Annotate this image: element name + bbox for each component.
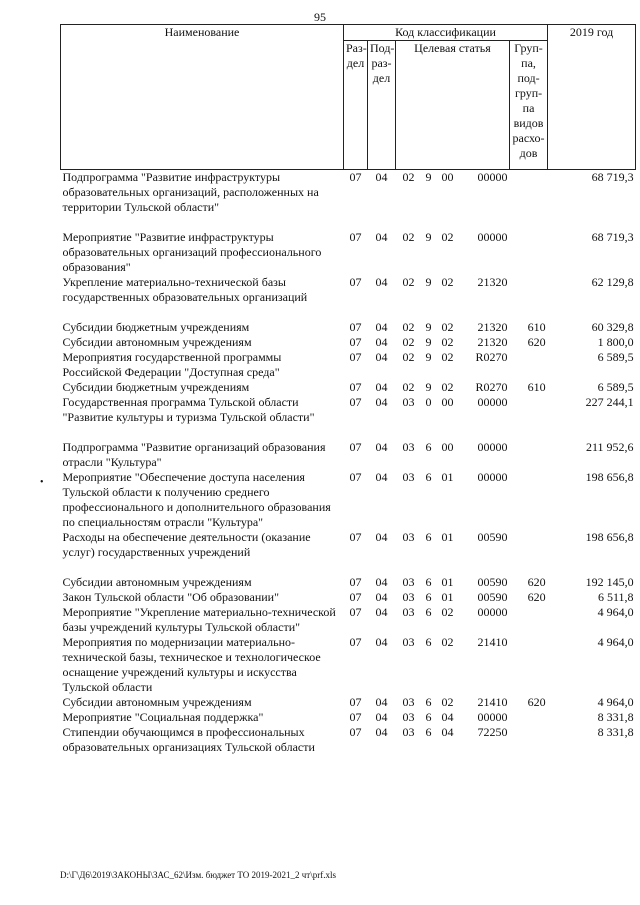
header-group: Груп- па, под- груп- па видов расхо- дов: [510, 41, 548, 170]
row-program: 03: [402, 395, 415, 409]
row-group: [510, 605, 548, 635]
row-event: 01: [441, 575, 454, 589]
row-amount: 8 331,8: [597, 725, 634, 739]
row-section: 07: [349, 695, 362, 709]
row-amount: 6 511,8: [598, 590, 634, 604]
row-program: 02: [402, 275, 415, 289]
row-name: Государственная программа Тульской области "Развитие культуры и туризма Тульской области": [62, 395, 315, 424]
row-subprogram: 9: [425, 380, 432, 394]
row-name: Мероприятие "Обеспечение доступа населения Тульской области к получению среднего профессионального и дополнительного образования по специальностям отрасли "Культура": [62, 470, 331, 529]
row-section: 07: [349, 590, 362, 604]
row-program: 03: [402, 635, 415, 649]
row-group: [510, 350, 548, 380]
row-group: [510, 470, 548, 530]
row-subprogram: 6: [425, 440, 432, 454]
row-section: 07: [349, 710, 362, 724]
row-amount: 198 656,8: [585, 470, 634, 484]
row-subprogram: 0: [425, 395, 432, 409]
row-name: Субсидии бюджетным учреждениям: [62, 320, 250, 334]
header-subsection: Под- раз- дел: [368, 41, 396, 170]
row-event: 02: [441, 695, 454, 709]
table-row: [61, 695, 636, 710]
row-direction: R0270: [475, 380, 508, 394]
row-direction: 21320: [477, 320, 508, 334]
row-program: 02: [402, 320, 415, 334]
row-subprogram: 6: [425, 530, 432, 544]
row-direction: 00590: [477, 590, 508, 604]
row-amount: 192 145,0: [585, 575, 634, 589]
table-row: [61, 230, 636, 275]
row-group: 620: [527, 695, 546, 709]
row-spacer-cell: [61, 425, 636, 440]
row-direction: 21320: [477, 275, 508, 289]
margin-bullet: •: [40, 477, 44, 488]
row-subsection: 04: [375, 275, 388, 289]
row-spacer-cell: [61, 305, 636, 320]
table-row: [61, 380, 636, 395]
row-subsection: 04: [375, 710, 388, 724]
row-amount: 4 964,0: [597, 605, 634, 619]
table-row: [61, 440, 636, 470]
row-event: 01: [441, 530, 454, 544]
header-code-group: Код классификации: [344, 25, 548, 41]
row-amount: 4 964,0: [597, 695, 634, 709]
row-group: [510, 635, 548, 695]
row-event: 02: [441, 635, 454, 649]
row-direction: 00000: [477, 470, 508, 484]
row-amount: 198 656,8: [585, 530, 634, 544]
row-amount: 68 719,3: [591, 230, 634, 244]
row-program: 03: [402, 440, 415, 454]
row-name: Закон Тульской области "Об образовании": [62, 590, 279, 604]
row-section: 07: [349, 605, 362, 619]
table-row: [61, 530, 636, 560]
row-name: Укрепление материально-технической базы государственных образовательных организаций: [62, 275, 308, 304]
row-section: 07: [349, 440, 362, 454]
row-subprogram: 6: [425, 695, 432, 709]
row-spacer-cell: [61, 215, 636, 230]
row-event: 00: [441, 440, 454, 454]
row-amount: 227 244,1: [585, 395, 634, 409]
row-program: 02: [402, 170, 415, 184]
row-group: 620: [527, 335, 546, 349]
row-section: 07: [349, 395, 362, 409]
row-program: 03: [402, 530, 415, 544]
row-direction: R0270: [475, 350, 508, 364]
row-name: Мероприятие "Социальная поддержка": [62, 710, 264, 724]
row-direction: 00000: [477, 710, 508, 724]
row-group: [510, 395, 548, 425]
row-subsection: 04: [375, 470, 388, 484]
row-section: 07: [349, 335, 362, 349]
table-row: [61, 710, 636, 725]
row-subprogram: 9: [425, 350, 432, 364]
row-direction: 21410: [477, 695, 508, 709]
header-target: Целевая статья: [396, 41, 510, 170]
row-name: Субсидии автономным учреждениям: [62, 335, 252, 349]
row-subprogram: 6: [425, 635, 432, 649]
row-subsection: 04: [375, 335, 388, 349]
row-section: 07: [349, 275, 362, 289]
table-row: [61, 605, 636, 635]
row-group: [510, 170, 548, 216]
row-group: [510, 440, 548, 470]
row-name: Подпрограмма "Развитие организаций образования отрасли "Культура": [62, 440, 326, 469]
row-subprogram: 6: [425, 605, 432, 619]
row-event: 02: [441, 230, 454, 244]
row-spacer: [61, 425, 636, 440]
row-event: 02: [441, 320, 454, 334]
row-event: 01: [441, 470, 454, 484]
row-subsection: 04: [375, 350, 388, 364]
table-row: [61, 320, 636, 335]
row-section: 07: [349, 635, 362, 649]
row-direction: 00000: [477, 395, 508, 409]
row-event: 02: [441, 350, 454, 364]
row-amount: 4 964,0: [597, 635, 634, 649]
row-subprogram: 9: [425, 335, 432, 349]
row-name: Субсидии автономным учреждениям: [62, 575, 252, 589]
row-event: 02: [441, 605, 454, 619]
row-section: 07: [349, 350, 362, 364]
row-event: 02: [441, 275, 454, 289]
row-section: 07: [349, 575, 362, 589]
row-program: 03: [402, 725, 415, 739]
row-direction: 00590: [477, 575, 508, 589]
row-group: 610: [527, 320, 546, 334]
row-subprogram: 6: [425, 470, 432, 484]
row-amount: 62 129,8: [591, 275, 634, 289]
row-direction: 21320: [477, 335, 508, 349]
row-subsection: 04: [375, 320, 388, 334]
row-amount: 6 589,5: [597, 380, 634, 394]
row-subprogram: 6: [425, 725, 432, 739]
row-spacer: [61, 215, 636, 230]
row-event: 02: [441, 335, 454, 349]
table-row: [61, 635, 636, 695]
row-event: 00: [441, 395, 454, 409]
budget-table: [60, 24, 636, 755]
row-program: 03: [402, 605, 415, 619]
row-direction: 72250: [477, 725, 508, 739]
page-number: 95: [314, 10, 326, 24]
row-subsection: 04: [375, 395, 388, 409]
row-amount: 68 719,3: [591, 170, 634, 184]
row-subsection: 04: [375, 575, 388, 589]
row-event: 00: [441, 170, 454, 184]
row-name: Мероприятия государственной программы Российской Федерации "Доступная среда": [62, 350, 282, 379]
row-subsection: 04: [375, 605, 388, 619]
row-name: Подпрограмма "Развитие инфраструктуры образовательных организаций, расположенных на территории Тульской области": [62, 170, 319, 214]
row-direction: 00000: [477, 230, 508, 244]
header-section: Раз- дел: [344, 41, 368, 170]
row-amount: 60 329,8: [591, 320, 634, 334]
row-section: 07: [349, 170, 362, 184]
table-row: [61, 395, 636, 425]
row-subprogram: 9: [425, 170, 432, 184]
row-section: 07: [349, 725, 362, 739]
row-subsection: 04: [375, 530, 388, 544]
row-section: 07: [349, 530, 362, 544]
row-group: [510, 710, 548, 725]
row-subprogram: 6: [425, 590, 432, 604]
file-path-footer: D:\Г\Д6\2019\ЗАКОНЫ\ЗАС_62\Изм. бюджет ТО 2019-2021_2 чт\prf.xls: [60, 870, 336, 880]
row-subprogram: 9: [425, 320, 432, 334]
row-program: 02: [402, 335, 415, 349]
row-group: 610: [527, 380, 546, 394]
table-row: [61, 170, 636, 216]
row-group: [510, 275, 548, 305]
row-spacer: [61, 305, 636, 320]
row-program: 02: [402, 230, 415, 244]
row-subsection: 04: [375, 230, 388, 244]
row-subsection: 04: [375, 380, 388, 394]
row-amount: 6 589,5: [597, 350, 634, 364]
row-event: 01: [441, 590, 454, 604]
table-body: [61, 170, 636, 756]
header-name: Наименование: [61, 25, 344, 170]
row-subsection: 04: [375, 440, 388, 454]
row-amount: 8 331,8: [597, 710, 634, 724]
row-direction: 21410: [477, 635, 508, 649]
row-event: 02: [441, 380, 454, 394]
row-spacer-cell: [61, 560, 636, 575]
row-subprogram: 6: [425, 710, 432, 724]
row-direction: 00000: [477, 440, 508, 454]
row-program: 03: [402, 710, 415, 724]
row-group: [510, 230, 548, 275]
row-subsection: 04: [375, 590, 388, 604]
row-group: 620: [527, 575, 546, 589]
table-row: [61, 275, 636, 305]
row-event: 04: [441, 710, 454, 724]
row-section: 07: [349, 380, 362, 394]
row-name: Субсидии автономным учреждениям: [62, 695, 252, 709]
row-section: 07: [349, 230, 362, 244]
row-section: 07: [349, 470, 362, 484]
row-program: 03: [402, 575, 415, 589]
row-name: Расходы на обеспечение деятельности (оказание услуг) государственных учреждений: [62, 530, 311, 559]
row-subsection: 04: [375, 170, 388, 184]
row-direction: 00000: [477, 605, 508, 619]
row-section: 07: [349, 320, 362, 334]
table-row: [61, 590, 636, 605]
row-group: [510, 725, 548, 755]
row-group: 620: [527, 590, 546, 604]
header-year: 2019 год: [548, 25, 636, 170]
table-row: [61, 575, 636, 590]
row-spacer: [61, 560, 636, 575]
row-name: Субсидии бюджетным учреждениям: [62, 380, 250, 394]
row-direction: 00590: [477, 530, 508, 544]
table-row: [61, 335, 636, 350]
row-group: [510, 530, 548, 560]
row-program: 03: [402, 590, 415, 604]
row-program: 02: [402, 350, 415, 364]
table-row: [61, 350, 636, 380]
row-event: 04: [441, 725, 454, 739]
row-subprogram: 9: [425, 275, 432, 289]
row-program: 03: [402, 695, 415, 709]
table-row: [61, 725, 636, 755]
table-row: [61, 470, 636, 530]
row-name: Мероприятие "Развитие инфраструктуры образовательных организаций профессионального образования": [62, 230, 322, 274]
row-subsection: 04: [375, 695, 388, 709]
row-name: Мероприятие "Укрепление материально-технической базы учреждений культуры Тульской области": [62, 605, 336, 634]
row-direction: 00000: [477, 170, 508, 184]
row-amount: 1 800,0: [597, 335, 634, 349]
row-subprogram: 6: [425, 575, 432, 589]
row-name: Мероприятия по модернизации материально-технической базы, техническое и технологическое оснащение учреждений культуры и искусства Тульской области: [62, 635, 321, 694]
row-program: 03: [402, 470, 415, 484]
row-name: Стипендии обучающимся в профессиональных образовательных организациях Тульской области: [62, 725, 315, 754]
row-subprogram: 9: [425, 230, 432, 244]
row-amount: 211 952,6: [586, 440, 634, 454]
row-program: 02: [402, 380, 415, 394]
row-subsection: 04: [375, 635, 388, 649]
row-subsection: 04: [375, 725, 388, 739]
